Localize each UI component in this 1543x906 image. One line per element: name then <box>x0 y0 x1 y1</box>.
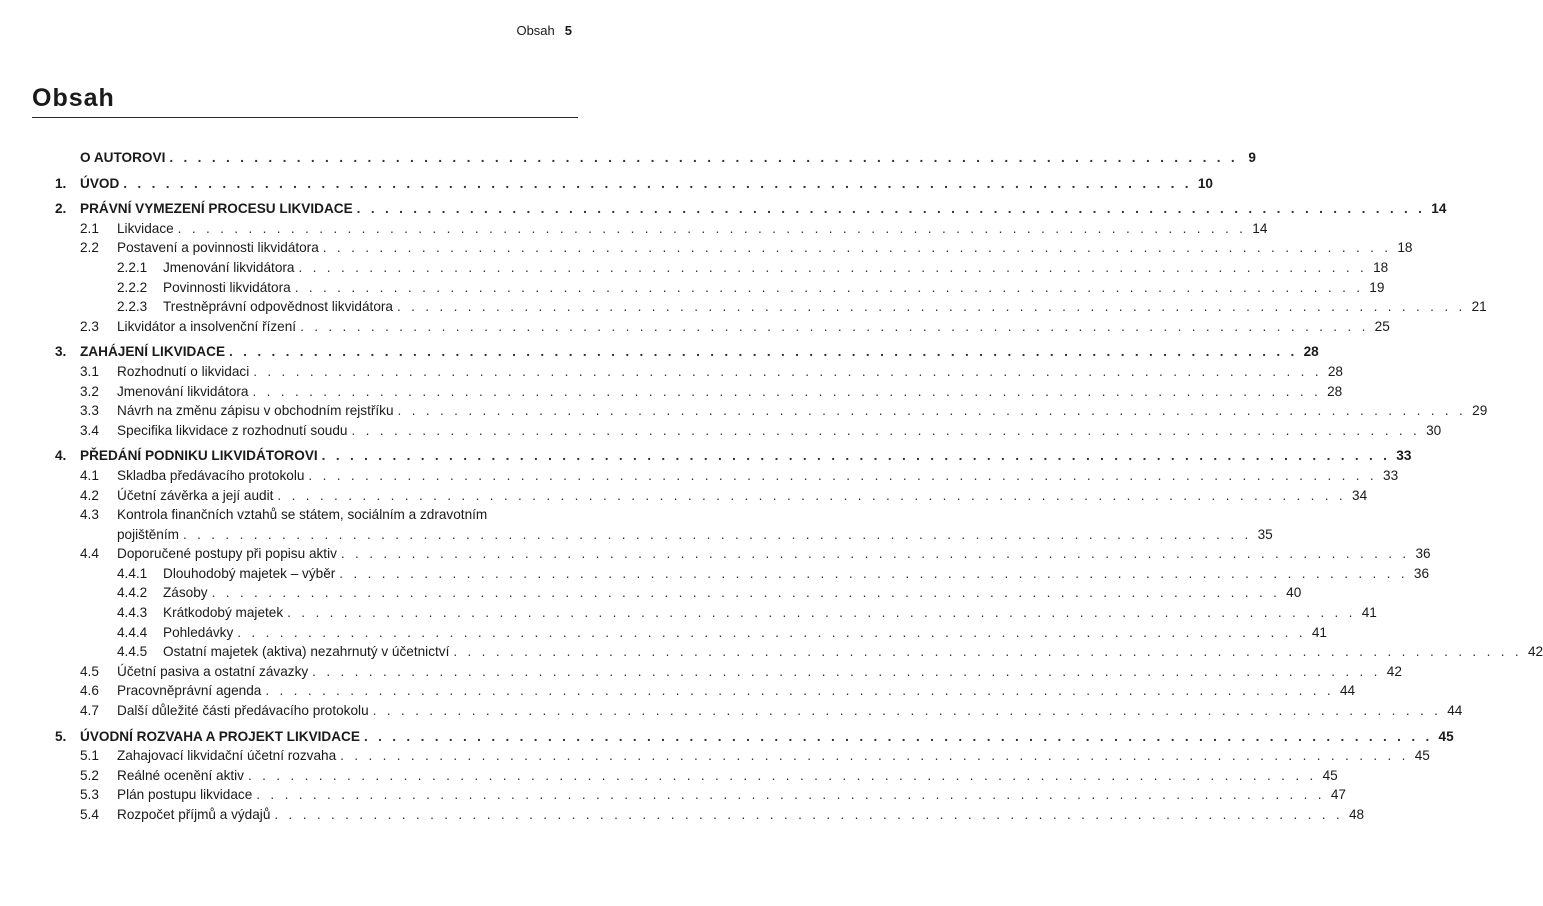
toc-entry[interactable] <box>0 401 1488 421</box>
toc-entry-page: 19 <box>1369 279 1385 295</box>
toc-leader-dots: . . . . . . . . . . . . . . . . . . . . . . . . . . . . . . . . . . . . . . . . . . . . . . . . . . . . . . . . . . . . . . . . . . . . . . . . . . . . <box>247 767 1317 783</box>
toc-entry[interactable] <box>0 681 1356 701</box>
toc-leader-dots: . . . . . . . . . . . . . . . . . . . . . . . . . . . . . . . . . . . . . . . . . . . . . . . . . . . . . . . . . . . . . . . . . . . . . . . . . . . . <box>169 150 1238 165</box>
toc-entry-label: Jmenování likvidátora <box>117 383 249 399</box>
toc-section <box>0 446 1543 720</box>
toc-leader-dots: . . . . . . . . . . . . . . . . . . . . . . . . . . . . . . . . . . . . . . . . . . . . . . . . . . . . . . . . . . . . . . . . . . . . . . . . . . . . <box>397 403 1467 419</box>
toc-entry-page: 36 <box>1413 565 1430 581</box>
toc-entry-page: 44 <box>1447 703 1463 719</box>
toc-entry[interactable] <box>0 544 1431 564</box>
toc-leader-dots: . . . . . . . . . . . . . . . . . . . . . . . . . . . . . . . . . . . . . . . . . . . . . . . . . . . . . . . . . . . . . . . . . . . . . . . . . . . . <box>229 344 1298 360</box>
toc-section <box>0 342 1488 440</box>
toc-entry-label: Pracovněprávní agenda <box>117 683 262 699</box>
toc-entry-number: 4.1 <box>80 467 99 483</box>
toc-entry[interactable] <box>0 623 1327 643</box>
toc-entry-label: Krátkodobý majetek <box>163 605 284 621</box>
toc-entry-page: 21 <box>1471 299 1487 315</box>
toc-entry-page: 18 <box>1397 240 1413 256</box>
toc-entry-number: 2. <box>55 201 67 217</box>
toc-entry[interactable] <box>0 342 1319 362</box>
toc-entry[interactable] <box>0 258 1389 278</box>
toc-entry-number: 4.4.3 <box>117 605 148 621</box>
toc-leader-dots: . . . . . . . . . . . . . . . . . . . . . . . . . . . . . . . . . . . . . . . . . . . . . . . . . . . . . . . . . . . . . . . . . . . . . . . . . . . . <box>372 703 1442 719</box>
toc-leader-dots: . . . . . . . . . . . . . . . . . . . . . . . . . . . . . . . . . . . . . . . . . . . . . . . . . . . . . . . . . . . . . . . . . . . . . . . . . . . . <box>300 318 1369 334</box>
toc-entry-number: 4.5 <box>80 663 99 679</box>
toc-entry-page: 28 <box>1327 383 1343 399</box>
toc-entry-number: 2.1 <box>80 220 99 236</box>
toc-entry-page: 42 <box>1527 644 1543 660</box>
toc-entry[interactable] <box>0 148 1256 168</box>
toc-leader-dots: . . . . . . . . . . . . . . . . . . . . . . . . . . . . . . . . . . . . . . . . . . . . . . . . . . . . . . . . . . . . . . . . . . . . . . . . . . . . <box>356 201 1426 217</box>
toc-section <box>0 727 1454 825</box>
toc-entry-label: Specifika likvidace z rozhodnutí soudu <box>117 422 348 438</box>
toc-leader-dots: . . . . . . . . . . . . . . . . . . . . . . . . . . . . . . . . . . . . . . . . . . . . . . . . . . . . . . . . . . . . . . . . . . . . . . . . . . . . <box>351 422 1421 438</box>
toc-leader-dots: . . . . . . . . . . . . . . . . . . . . . . . . . . . . . . . . . . . . . . . . . . . . . . . . . . . . . . . . . . . . . . . . . . . . . . . . . . . . <box>277 487 1347 503</box>
toc-entry[interactable] <box>0 219 1268 239</box>
toc-entry-label: Pohledávky <box>163 624 234 640</box>
toc-entry-page: 36 <box>1415 546 1431 562</box>
toc-entry[interactable] <box>0 766 1338 786</box>
toc-entry[interactable] <box>0 421 1442 441</box>
toc-entry[interactable] <box>0 805 1365 825</box>
toc-entry[interactable] <box>0 642 1543 662</box>
toc-entry-number: 2.2 <box>80 240 99 256</box>
toc-entry-label: Doporučené postupy při popisu aktiv <box>117 546 337 562</box>
toc-entry-label: Trestněprávní odpovědnost likvidátora <box>163 299 393 315</box>
toc-entry-number: 2.2.1 <box>117 259 148 275</box>
toc-entry[interactable] <box>0 382 1343 402</box>
toc-entry-number: 3. <box>55 344 67 360</box>
toc-entry-number: 3.4 <box>80 422 99 438</box>
toc-leader-dots: . . . . . . . . . . . . . . . . . . . . . . . . . . . . . . . . . . . . . . . . . . . . . . . . . . . . . . . . . . . . . . . . . . . . . . . . . . . . <box>340 546 1410 562</box>
toc-entry[interactable] <box>0 297 1487 317</box>
toc-entry-page: 29 <box>1472 403 1488 419</box>
toc-entry-label: Jmenování likvidátora <box>163 259 295 275</box>
toc-section <box>0 148 1256 168</box>
toc-section <box>0 174 1213 194</box>
toc-entry-label: Ostatní majetek (aktiva) nezahrnutý v účetnictví <box>163 644 450 660</box>
toc-entry-label: Kontrola finančních vztahů se státem, sociálním a zdravotním <box>117 507 488 523</box>
toc-entry-label: Zahajovací likvidační účetní rozvaha <box>117 748 337 764</box>
toc-entry-page: 14 <box>1252 220 1268 236</box>
title-rule <box>32 117 578 118</box>
toc-entry-label: Postavení a povinnosti likvidátora <box>117 240 319 256</box>
toc-entry-number: 4.3 <box>80 507 99 523</box>
toc-entry[interactable] <box>0 362 1343 382</box>
toc-entry[interactable] <box>0 701 1463 721</box>
toc-entry-number: 5. <box>55 728 67 744</box>
toc-entry-page: 33 <box>1383 467 1399 483</box>
toc-entry-page: 34 <box>1352 487 1368 503</box>
toc-section <box>0 199 1487 336</box>
running-head <box>516 23 572 38</box>
toc-entry-page: 30 <box>1426 422 1442 438</box>
toc-leader-dots: . . . . . . . . . . . . . . . . . . . . . . . . . . . . . . . . . . . . . . . . . . . . . . . . . . . . . . . . . . . . . . . . . . . . . . . . . . . . <box>322 240 1392 256</box>
toc-leader-dots: . . . . . . . . . . . . . . . . . . . . . . . . . . . . . . . . . . . . . . . . . . . . . . . . . . . . . . . . . . . . . . . . . . . . . . . . . . . . <box>177 220 1247 236</box>
toc-entry-label: Rozhodnutí o likvidaci <box>117 363 250 379</box>
toc-entry[interactable] <box>0 238 1413 258</box>
toc-entry-page: 40 <box>1286 585 1302 601</box>
toc-entry[interactable] <box>0 486 1368 506</box>
toc-entry-label: Zásoby <box>163 585 208 601</box>
toc-leader-dots: . . . . . . . . . . . . . . . . . . . . . . . . . . . . . . . . . . . . . . . . . . . . . . . . . . . . . . . . . . . . . . . . . . . . . . . . . . . . <box>211 585 1281 601</box>
toc-entry-page: 45 <box>1322 767 1338 783</box>
toc-entry-page: 41 <box>1311 624 1327 640</box>
toc-entry[interactable] <box>0 583 1302 603</box>
toc-entry-label: Účetní závěrka a její audit <box>117 487 274 503</box>
toc-leader-dots: . . . . . . . . . . . . . . . . . . . . . . . . . . . . . . . . . . . . . . . . . . . . . . . . . . . . . . . . . . . . . . . . . . . . . . . . . . . . <box>265 683 1334 699</box>
toc-entry-label: Reálné ocenění aktiv <box>117 767 244 783</box>
toc-entry[interactable] <box>0 446 1412 466</box>
toc-entry-page: 25 <box>1374 318 1390 334</box>
toc-entry-label: Dlouhodobý majetek – výběr <box>163 565 336 581</box>
toc-entry-number: 3.3 <box>80 403 99 419</box>
toc-entry-label: Návrh na změnu zápisu v obchodním rejstříku <box>117 403 394 419</box>
toc-leader-dots: . . . . . . . . . . . . . . . . . . . . . . . . . . . . . . . . . . . . . . . . . . . . . . . . . . . . . . . . . . . . . . . . . . . . . . . . . . . . <box>298 259 1368 275</box>
toc-entry-page: 28 <box>1303 344 1319 360</box>
toc-entry[interactable] <box>0 317 1390 337</box>
toc-entry[interactable] <box>0 662 1402 682</box>
toc-leader-dots: . . . . . . . . . . . . . . . . . . . . . . . . . . . . . . . . . . . . . . . . . . . . . . . . . . . . . . . . . . . . . . . . . . . . . . . . . . . . <box>321 448 1391 464</box>
toc-entry-number: 2.2.3 <box>117 299 148 315</box>
toc-entry[interactable] <box>0 727 1454 747</box>
toc-leader-dots: . . . . . . . . . . . . . . . . . . . . . . . . . . . . . . . . . . . . . . . . . . . . . . . . . . . . . . . . . . . . . . . . . . . . . . . . . . . . <box>363 728 1433 744</box>
toc-leader-dots: . . . . . . . . . . . . . . . . . . . . . . . . . . . . . . . . . . . . . . . . . . . . . . . . . . . . . . . . . . . . . . . . . . . . . . . . . . . . <box>237 624 1306 640</box>
page-number: 5 <box>564 23 572 38</box>
toc-entry-number: 2.3 <box>80 318 99 334</box>
page-title: Obsah <box>32 84 115 112</box>
toc-leader-dots: . . . . . . . . . . . . . . . . . . . . . . . . . . . . . . . . . . . . . . . . . . . . . . . . . . . . . . . . . . . . . . . . . . . . . . . . . . . . <box>312 663 1381 679</box>
toc-entry-number: 5.3 <box>80 787 99 803</box>
toc-entry-label: Povinnosti likvidátora <box>163 279 291 295</box>
toc-entry-number: 4.6 <box>80 683 99 699</box>
toc-entry-number: 5.2 <box>80 767 99 783</box>
toc-entry-page: 48 <box>1348 807 1365 822</box>
toc-entry-number: 4.4.1 <box>117 565 148 581</box>
toc-leader-dots: . . . . . . . . . . . . . . . . . . . . . . . . . . . . . . . . . . . . . . . . . . . . . . . . . . . . . . . . . . . . . . . . . . . . . . . . . . . . <box>287 605 1356 621</box>
toc-leader-dots: . . . . . . . . . . . . . . . . . . . . . . . . . . . . . . . . . . . . . . . . . . . . . . . . . . . . . . . . . . . . . . . . . . . . . . . . . . . . <box>308 467 1378 483</box>
toc-entry-label: PRÁVNÍ VYMEZENÍ PROCESU LIKVIDACE <box>80 201 353 217</box>
toc-entry-page: 33 <box>1396 448 1412 464</box>
toc-leader-dots: . . . . . . . . . . . . . . . . . . . . . . . . . . . . . . . . . . . . . . . . . . . . . . . . . . . . . . . . . . . . . . . . . . . . . . . . . . . . <box>453 644 1522 660</box>
toc-entry-page: 41 <box>1361 605 1377 621</box>
toc-entry-label: ZAHÁJENÍ LIKVIDACE <box>80 344 226 360</box>
toc-entry-label: Likvidace <box>117 220 174 236</box>
toc-leader-dots: . . . . . . . . . . . . . . . . . . . . . . . . . . . . . . . . . . . . . . . . . . . . . . . . . . . . . . . . . . . . . . . . . . . . . . . . . . . . <box>339 565 1408 581</box>
toc-entry[interactable] <box>0 746 1430 766</box>
toc-leader-dots: . . . . . . . . . . . . . . . . . . . . . . . . . . . . . . . . . . . . . . . . . . . . . . . . . . . . . . . . . . . . . . . . . . . . . . . . . . . . <box>256 787 1325 803</box>
toc-entry-number: 4.4.2 <box>117 585 148 601</box>
toc-entry[interactable] <box>0 785 1346 805</box>
toc-entry[interactable] <box>0 278 1385 298</box>
toc-leader-dots: . . . . . . . . . . . . . . . . . . . . . . . . . . . . . . . . . . . . . . . . . . . . . . . . . . . . . . . . . . . . . . . . . . . . . . . . . . . . <box>253 363 1322 379</box>
toc-entry-label: Plán postupu likvidace <box>117 787 253 803</box>
toc-entry-label: Likvidátor a insolvenční řízení <box>117 318 297 334</box>
toc-entry-page: 28 <box>1327 363 1343 379</box>
toc-entry-label: Skladba předávacího protokolu <box>117 467 305 483</box>
toc-entry[interactable] <box>0 564 1430 584</box>
toc-entry[interactable] <box>0 525 1273 545</box>
toc-entry[interactable] <box>0 466 1399 486</box>
toc-entry-label: O AUTOROVI <box>80 150 166 165</box>
toc-entry-page: 42 <box>1386 663 1402 679</box>
toc-entry-label: Účetní pasiva a ostatní závazky <box>117 663 309 679</box>
toc-entry[interactable] <box>0 505 600 525</box>
toc-entry-page: 9 <box>1248 150 1256 165</box>
toc-entry[interactable] <box>0 199 1447 219</box>
toc-entry-number: 4. <box>55 448 67 464</box>
toc-entry-page: 47 <box>1330 787 1346 803</box>
toc-entry-label: Rozpočet příjmů a výdajů <box>117 807 271 822</box>
toc-leader-dots: . . . . . . . . . . . . . . . . . . . . . . . . . . . . . . . . . . . . . . . . . . . . . . . . . . . . . . . . . . . . . . . . . . . . . . . . . . . . <box>340 748 1409 764</box>
toc-entry-page: 10 <box>1197 175 1213 191</box>
toc-leader-dots: . . . . . . . . . . . . . . . . . . . . . . . . . . . . . . . . . . . . . . . . . . . . . . . . . . . . . . . . . . . . . . . . . . . . . . . . . . . . <box>396 299 1466 315</box>
table-of-contents <box>0 148 1543 831</box>
toc-leader-dots: . . . . . . . . . . . . . . . . . . . . . . . . . . . . . . . . . . . . . . . . . . . . . . . . . . . . . . . . . . . . . . . . . . . . . . . . . . . . <box>182 526 1252 542</box>
toc-entry-number: 4.4 <box>80 546 99 562</box>
toc-entry[interactable] <box>0 603 1377 623</box>
toc-entry-page: 14 <box>1431 201 1447 217</box>
toc-entry-number: 4.2 <box>80 487 99 503</box>
toc-entry-number: 2.2.2 <box>117 279 148 295</box>
toc-entry-label: Další důležité části předávacího protokolu <box>117 703 369 719</box>
toc-entry-number: 5.4 <box>80 807 99 822</box>
toc-entry-label: PŘEDÁNÍ PODNIKU LIKVIDÁTOROVI <box>80 448 318 464</box>
toc-leader-dots: . . . . . . . . . . . . . . . . . . . . . . . . . . . . . . . . . . . . . . . . . . . . . . . . . . . . . . . . . . . . . . . . . . . . . . . . . . . . <box>274 807 1343 822</box>
running-title: Obsah <box>516 23 555 38</box>
toc-entry-page: 44 <box>1339 683 1356 699</box>
toc-entry-number: 4.4.4 <box>117 624 148 640</box>
toc-entry-number: 4.4.5 <box>117 644 148 660</box>
toc-entry-number: 5.1 <box>80 748 99 764</box>
toc-entry-page: 35 <box>1257 526 1273 542</box>
toc-entry-page: 45 <box>1414 748 1430 764</box>
toc-entry-label: ÚVODNÍ ROZVAHA A PROJEKT LIKVIDACE <box>80 728 360 744</box>
toc-entry-page: 45 <box>1438 728 1454 744</box>
toc-entry-label: pojištěním <box>117 526 179 542</box>
toc-entry-number: 3.1 <box>80 363 99 379</box>
toc-leader-dots: . . . . . . . . . . . . . . . . . . . . . . . . . . . . . . . . . . . . . . . . . . . . . . . . . . . . . . . . . . . . . . . . . . . . . . . . . . . . <box>123 175 1192 191</box>
toc-leader-dots: . . . . . . . . . . . . . . . . . . . . . . . . . . . . . . . . . . . . . . . . . . . . . . . . . . . . . . . . . . . . . . . . . . . . . . . . . . . . <box>252 383 1322 399</box>
toc-entry-number: 4.7 <box>80 703 99 719</box>
toc-leader-dots: . . . . . . . . . . . . . . . . . . . . . . . . . . . . . . . . . . . . . . . . . . . . . . . . . . . . . . . . . . . . . . . . . . . . . . . . . . . . <box>294 279 1364 295</box>
toc-entry-label: ÚVOD <box>80 175 120 191</box>
toc-entry[interactable] <box>0 174 1213 194</box>
toc-entry-number: 1. <box>55 175 67 191</box>
toc-entry-number: 3.2 <box>80 383 99 399</box>
toc-entry-page: 18 <box>1373 259 1389 275</box>
